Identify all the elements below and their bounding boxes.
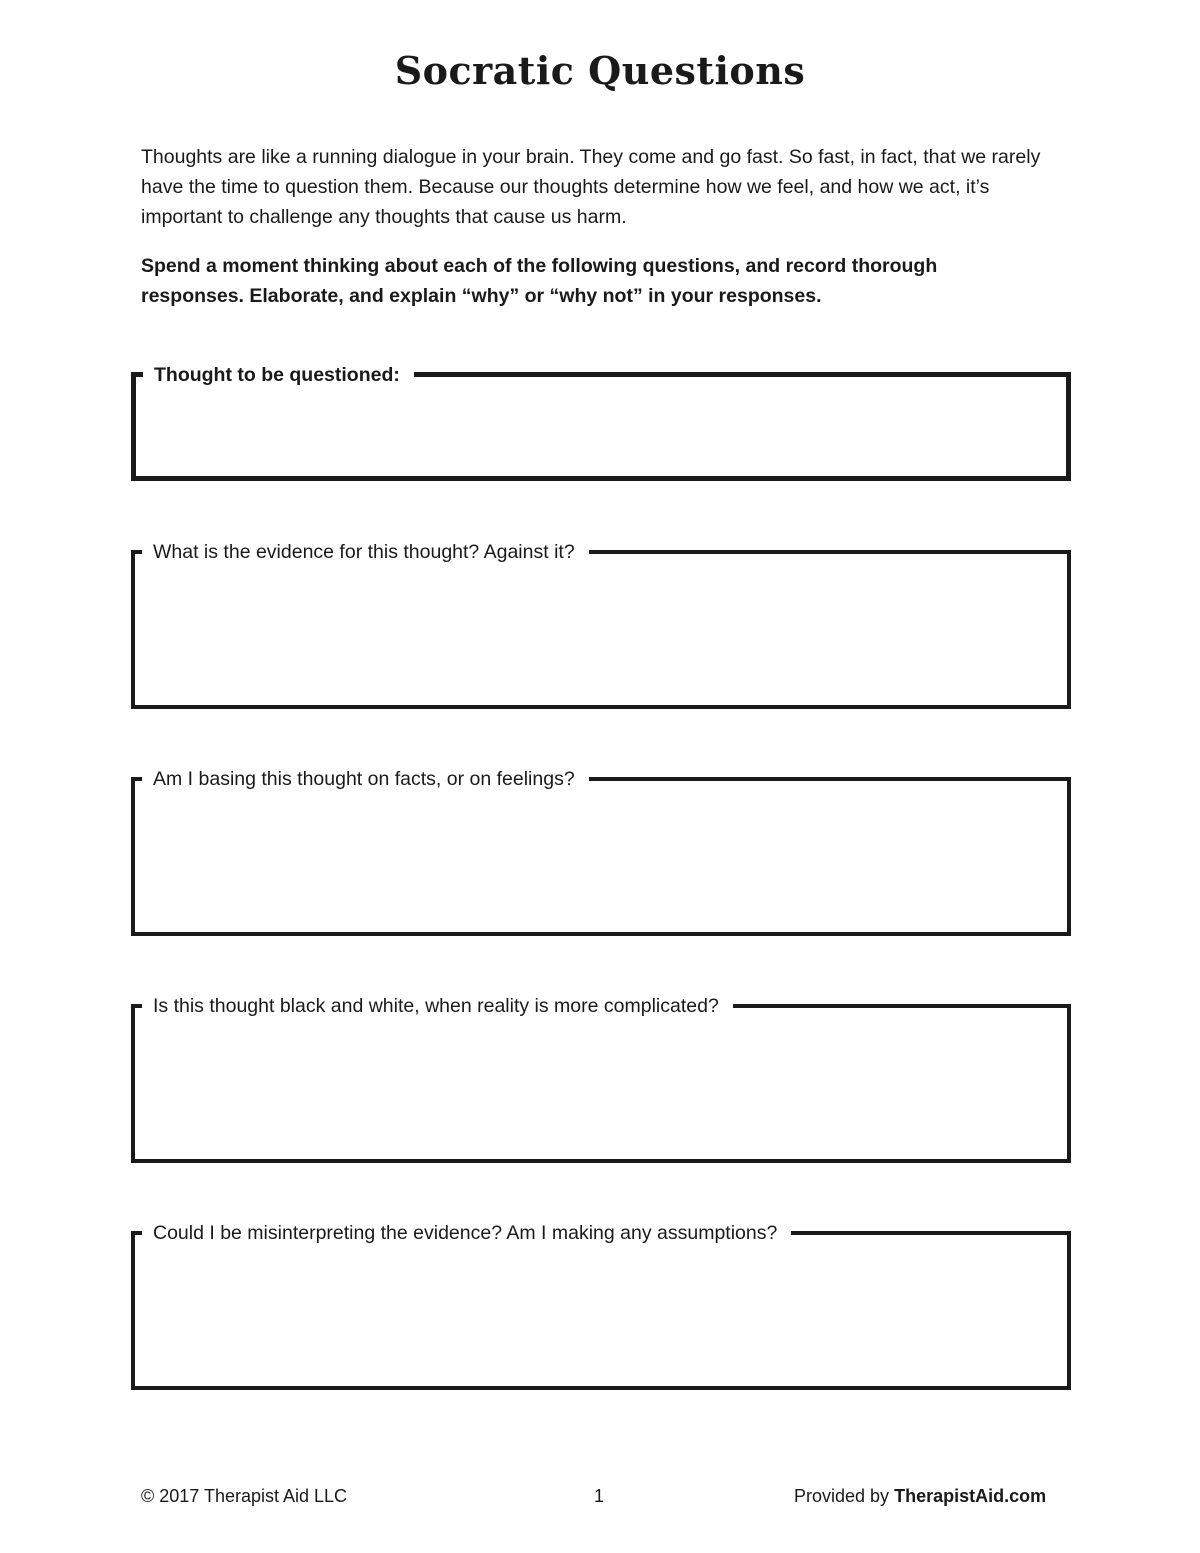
footer-page-number: 1 — [594, 1486, 605, 1506]
intro-paragraph: Thoughts are like a running dialogue in your brain. They come and go fast. So fast, in fact, that we rarely have the time to question them. Because our thoughts determine how we feel, and how we act, it’s important to challenge any thoughts that cause us harm. — [141, 146, 1041, 228]
instructions-paragraph: Spend a moment thinking about each of the following questions, and record thorough responses. Elaborate, and explain “why” or “why not” in your responses. — [141, 255, 938, 307]
page-title: Socratic Questions — [394, 48, 806, 93]
black-white-question-label: Is this thought black and white, when reality is more complicated? — [142, 992, 733, 1020]
footer-attribution — [794, 1484, 1046, 1508]
misinterpreting-response-box[interactable] — [131, 1222, 1071, 1390]
facts-feelings-response-box[interactable] — [131, 768, 1071, 936]
footer-copyright: © 2017 Therapist Aid LLC — [141, 1486, 348, 1506]
footer-brand-link[interactable]: TherapistAid.com — [894, 1486, 1047, 1506]
facts-feelings-question-label: Am I basing this thought on facts, or on feelings? — [142, 765, 589, 793]
black-white-response-box[interactable] — [131, 995, 1071, 1163]
misinterpreting-question-label: Could I be misinterpreting the evidence? Am I making any assumptions? — [142, 1219, 791, 1247]
thought-question-label: Thought to be questioned: — [143, 361, 414, 389]
thought-response-box[interactable] — [131, 364, 1071, 481]
evidence-response-box[interactable] — [131, 541, 1071, 709]
footer-provided-by: Provided by — [794, 1486, 890, 1506]
evidence-question-label: What is the evidence for this thought? Against it? — [142, 538, 589, 566]
